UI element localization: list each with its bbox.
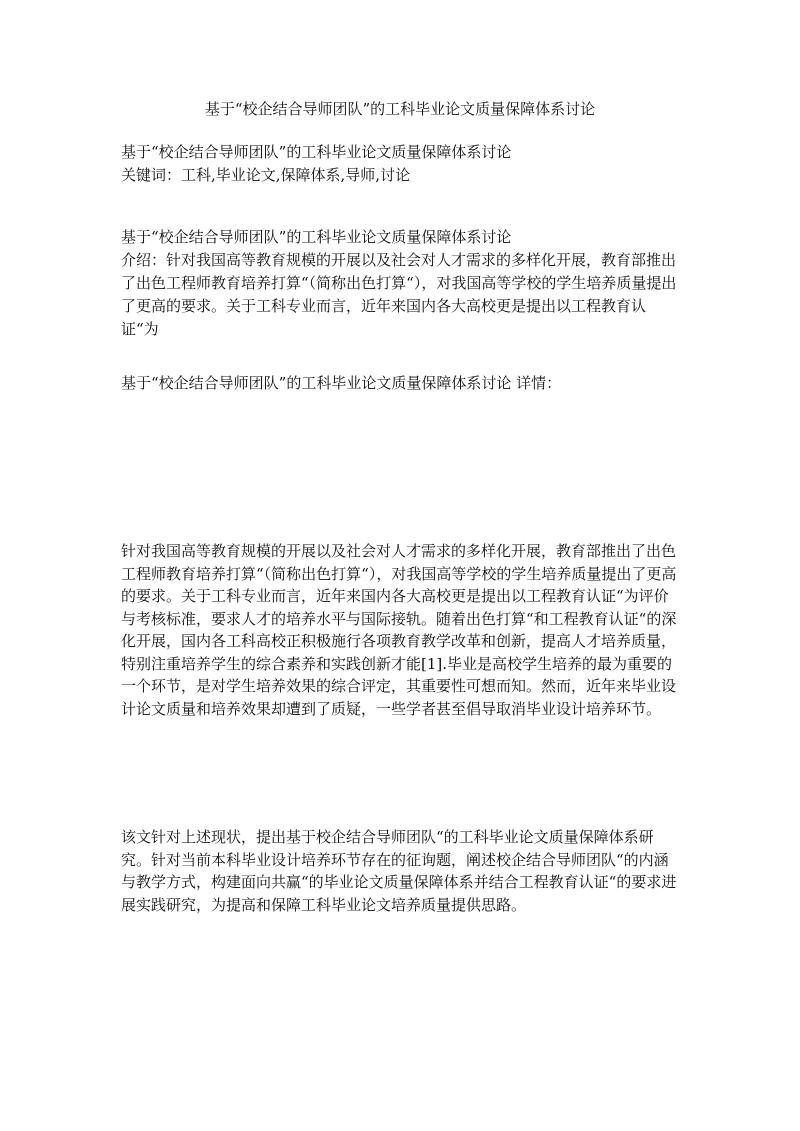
- section-title: 基于“校企结合导师团队”的工科毕业论文质量保障体系讨论: [121, 143, 512, 161]
- header-section: [121, 141, 681, 187]
- body-paragraph-1: [121, 540, 681, 720]
- body-paragraph-2: [121, 826, 681, 916]
- page-title: 基于“校企结合导师团队”的工科毕业论文质量保障体系讨论: [204, 100, 596, 118]
- intro-text: 介绍：针对我国高等教育规模的开展以及社会对人才需求的多样化开展，教育部推出了出色工程师教育培养打算“（简称出色打算“），对我国高等学校的学生培养质量提出了更高的要求。关于工科专业而言，近年来国内各大高校更是提出以工程教育认证“为: [121, 251, 677, 338]
- details-heading-text: 基于“校企结合导师团队”的工科毕业论文质量保障体系讨论 详情：: [121, 374, 562, 392]
- keywords-line: 关键词：工科,毕业论文,保障体系,导师,讨论: [121, 166, 411, 184]
- intro-section: [121, 226, 681, 341]
- details-heading: [121, 372, 681, 395]
- body-paragraph-text: 该文针对上述现状，提出基于校企结合导师团队“的工科毕业论文质量保障体系研究。针对当前本科毕业设计培养环节存在的征询题，阐述校企结合导师团队“的内涵与教学方式，构建面向共赢“的毕业论文质量保障体系并结合工程教育认证“的要求进展实践研究，为提高和保障工科毕业论文培养质量提供思路。: [121, 828, 677, 914]
- body-paragraph-text: 针对我国高等教育规模的开展以及社会对人才需求的多样化开展，教育部推出了出色工程师教育培养打算“（简称出色打算“），对我国高等学校的学生培养质量提出了更高的要求。关于工科专业而言，近年来国内各大高校更是提出以工程教育认证“为评价与考核标准，要求人才的培养水平与国际接轨。随着出色打算“和工程教育认证“的深化开展，国内各工科高校正积极施行各项教育教学改革和创新，提高人才培养质量，特别注重培养学生的综合素养和实践创新才能[1].毕业是高校学生培养的最为重要的一个环节，是对学生培养效果的综合评定，其重要性可想而知。然而，近年来毕业设计论文质量和培养效果却遭到了质疑，一些学者甚至倡导取消毕业设计培养环节。: [121, 542, 677, 718]
- section-title: 基于“校企结合导师团队”的工科毕业论文质量保障体系讨论: [121, 228, 512, 246]
